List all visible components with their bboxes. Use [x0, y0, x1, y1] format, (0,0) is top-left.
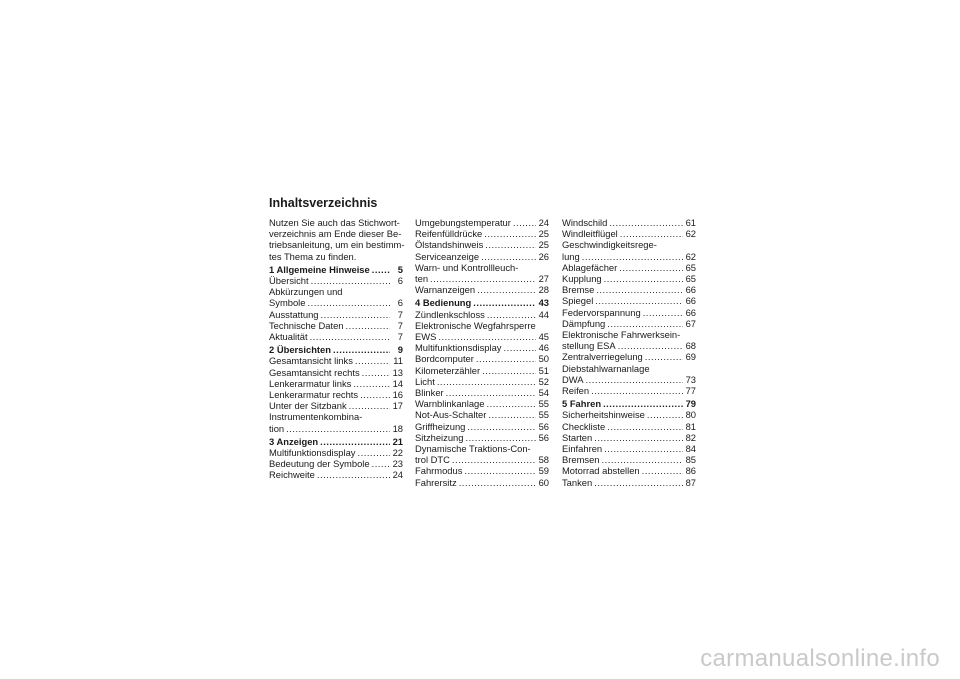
toc-entry-title: DWA: [562, 373, 584, 385]
toc-entry[interactable]: [562, 432, 696, 443]
toc-entry[interactable]: [415, 353, 549, 364]
toc-chapter-heading[interactable]: [562, 398, 696, 409]
toc-dot-leader: [358, 447, 391, 458]
toc-entry-line: Warn- und Kontrollleuch-: [415, 261, 519, 273]
toc-page-number: 51: [538, 364, 549, 376]
toc-entry-title: Warnblinkanlage: [415, 398, 485, 410]
toc-entry-title: Federvorspannung: [562, 306, 641, 318]
toc-dot-leader: [477, 284, 536, 295]
toc-dot-leader: [504, 342, 537, 353]
toc-entry-line: Diebstahlwarnanlage: [562, 362, 650, 374]
toc-dot-leader: [317, 469, 390, 480]
toc-entry-title: 3 Anzeigen: [269, 435, 319, 447]
toc-dot-leader: [372, 458, 390, 469]
toc-entry[interactable]: [269, 331, 403, 342]
toc-page-number: 56: [538, 431, 549, 443]
toc-page-number: 17: [392, 400, 403, 412]
toc-dot-leader: [618, 340, 683, 351]
toc-page-number: 50: [538, 353, 549, 365]
toc-entry[interactable]: [269, 447, 403, 458]
toc-entry[interactable]: [415, 409, 549, 420]
toc-entry-title: Reifen: [562, 385, 590, 397]
intro-text: [269, 217, 403, 262]
toc-entry-title: Ausstattung: [269, 308, 319, 320]
toc-entry-title: Tanken: [562, 476, 593, 488]
toc-page-number: 28: [538, 284, 549, 296]
toc-entry[interactable]: [269, 469, 403, 480]
toc-page-number: 79: [685, 398, 696, 410]
toc-dot-leader: [487, 309, 536, 320]
toc-entry-title: Reichweite: [269, 469, 315, 481]
toc-page-number: 6: [397, 275, 403, 287]
toc-page-number: 81: [685, 420, 696, 432]
toc-entry-title: Blinker: [415, 387, 444, 399]
toc-entry-title: 1 Allgemeine Hinweise: [269, 263, 370, 275]
intro-line: verzeichnis am Ende dieser Be-: [269, 228, 402, 240]
toc-page-number: 62: [685, 228, 696, 240]
toc-entry[interactable]: [269, 400, 403, 411]
toc-entry[interactable]: [269, 423, 403, 434]
toc-page-number: 18: [392, 422, 403, 434]
toc-entry-title: Fahrmodus: [415, 465, 463, 477]
toc-page-number: 77: [685, 385, 696, 397]
toc-dot-leader: [619, 262, 683, 273]
toc-dot-leader: [485, 239, 536, 250]
toc-dot-leader: [286, 423, 390, 434]
toc-entry[interactable]: [415, 432, 549, 443]
toc-dot-leader: [446, 387, 536, 398]
toc-dot-leader: [602, 454, 683, 465]
toc-column-3: [562, 217, 696, 488]
toc-dot-leader: [607, 318, 683, 329]
toc-page-number: 6: [397, 297, 403, 309]
toc-dot-leader: [607, 421, 683, 432]
toc-dot-leader: [346, 320, 390, 331]
toc-entry[interactable]: [415, 309, 549, 320]
toc-entry-title: Zündlenkschloss: [415, 308, 485, 320]
toc-entry-title: Windschild: [562, 217, 608, 228]
toc-page-number: 7: [397, 308, 403, 320]
toc-entry[interactable]: [415, 331, 549, 342]
toc-page-number: 82: [685, 431, 696, 443]
toc-page-number: 69: [685, 351, 696, 363]
toc-page-number: 27: [538, 273, 549, 285]
toc-page-number: 65: [685, 273, 696, 285]
toc-page-number: 25: [538, 239, 549, 251]
toc-dot-leader: [647, 409, 683, 420]
toc-entry-title: Lenkerarmatur rechts: [269, 389, 359, 401]
toc-page-number: 59: [538, 465, 549, 477]
toc-entry-title: Not-Aus-Schalter: [415, 409, 487, 421]
toc-dot-leader: [464, 465, 536, 476]
toc-dot-leader: [430, 273, 536, 284]
toc-page-number: 56: [538, 420, 549, 432]
toc-page-number: 54: [538, 387, 549, 399]
toc-entry-title: Aktualität: [269, 331, 308, 343]
toc-page-number: 43: [538, 297, 549, 309]
toc-entry-line: Elektronische Wegfahrsperre: [415, 319, 536, 331]
toc-dot-leader: [609, 217, 683, 228]
toc-entry-line: Dynamische Traktions-Con-: [415, 443, 531, 455]
toc-entry[interactable]: [562, 273, 696, 284]
watermark: carmanualsonline.info: [700, 645, 940, 672]
toc-page-number: 65: [685, 261, 696, 273]
toc-entry-title: Starten: [562, 431, 593, 443]
toc-dot-leader: [333, 344, 390, 355]
toc-entry[interactable]: [415, 477, 549, 488]
toc-page-number: 5: [397, 263, 403, 275]
toc-dot-leader: [596, 284, 683, 295]
toc-entry[interactable]: [415, 365, 549, 376]
toc-entry-title: Lenkerarmatur links: [269, 377, 352, 389]
toc-page-number: 7: [397, 331, 403, 343]
toc-dot-leader: [307, 297, 390, 308]
toc-entry[interactable]: [562, 421, 696, 432]
toc-page-number: 21: [392, 435, 403, 447]
toc-list-2: [415, 217, 549, 488]
toc-chapter-heading[interactable]: [415, 297, 549, 308]
toc-entry[interactable]: [269, 309, 403, 320]
toc-dot-leader: [438, 331, 536, 342]
toc-entry-title: Gesamtansicht rechts: [269, 366, 360, 378]
toc-entry-title: ten: [415, 273, 429, 285]
toc-entry-title: Multifunktionsdisplay: [269, 447, 356, 459]
toc-entry[interactable]: [562, 340, 696, 351]
toc-dot-leader: [362, 367, 390, 378]
toc-dot-leader: [484, 228, 536, 239]
toc-page-number: 60: [538, 476, 549, 488]
toc-entry-title: Bremse: [562, 284, 595, 296]
toc-column-1: [269, 217, 403, 481]
toc-entry-title: Einfahren: [562, 443, 603, 455]
toc-page-number: 9: [397, 344, 403, 356]
toc-page-number: 61: [685, 217, 696, 228]
toc-entry-title: Windleitflügel: [562, 228, 618, 240]
toc-dot-leader: [488, 409, 536, 420]
toc-entry[interactable]: [415, 421, 549, 432]
toc-entry-title: lung: [562, 250, 580, 262]
toc-page-number: 11: [393, 355, 403, 367]
toc-page-number: 46: [538, 342, 549, 354]
toc-dot-leader: [586, 374, 683, 385]
toc-entry[interactable]: [415, 342, 549, 353]
toc-dot-leader: [452, 454, 536, 465]
toc-dot-leader: [643, 307, 683, 318]
toc-entry[interactable]: [269, 297, 403, 308]
toc-entry-title: Dämpfung: [562, 317, 606, 329]
toc-entry[interactable]: [269, 378, 403, 389]
toc-entry[interactable]: [562, 307, 696, 318]
toc-entry[interactable]: [562, 374, 696, 385]
toc-page-number: 85: [685, 454, 696, 466]
toc-entry-title: Serviceanzeige: [415, 250, 480, 262]
toc-entry[interactable]: [562, 454, 696, 465]
toc-entry[interactable]: [415, 273, 549, 284]
toc-entry-title: Gesamtansicht links: [269, 355, 353, 367]
toc-entry-title: Sitzheizung: [415, 431, 464, 443]
toc-page-number: 7: [397, 319, 403, 331]
toc-page-number: 24: [392, 469, 403, 481]
toc-entry[interactable]: [562, 251, 696, 262]
toc-dot-leader: [486, 398, 536, 409]
toc-entry-title: Umgebungstemperatur: [415, 217, 511, 228]
toc-page-number: 55: [538, 409, 549, 421]
toc-entry-title: Kupplung: [562, 273, 602, 285]
toc-entry-title: 4 Bedienung: [415, 297, 472, 309]
toc-entry-title: Sicherheitshinweise: [562, 409, 645, 421]
toc-entry-title: Unter der Sitzbank: [269, 400, 347, 412]
toc-entry[interactable]: [562, 217, 696, 228]
toc-dot-leader: [360, 389, 390, 400]
toc-page-number: 62: [685, 250, 696, 262]
toc-dot-leader: [595, 295, 683, 306]
toc-entry[interactable]: [562, 443, 696, 454]
toc-page-number: 26: [538, 250, 549, 262]
toc-dot-leader: [311, 275, 390, 286]
toc-entry-title: trol DTC: [415, 454, 450, 466]
toc-entry[interactable]: [415, 284, 549, 295]
page-title: Inhaltsverzeichnis: [269, 196, 378, 210]
toc-entry-title: 5 Fahren: [562, 398, 602, 410]
toc-page-number: 25: [538, 228, 549, 240]
toc-page-number: 66: [685, 306, 696, 318]
toc-dot-leader: [353, 378, 390, 389]
toc-entry-title: Ölstandshinweis: [415, 239, 484, 251]
toc-page-number: 16: [392, 389, 403, 401]
toc-entry-title: Zentralverriegelung: [562, 351, 643, 363]
toc-page-number: 87: [685, 476, 696, 488]
toc-entry-title: tion: [269, 422, 285, 434]
toc-entry[interactable]: [415, 217, 549, 228]
toc-entry-title: stellung ESA: [562, 340, 616, 352]
toc-entry[interactable]: [562, 465, 696, 476]
toc-entry[interactable]: [269, 458, 403, 469]
toc-entry[interactable]: [562, 295, 696, 306]
toc-page-number: 73: [685, 373, 696, 385]
toc-page-number: 66: [685, 284, 696, 296]
toc-entry[interactable]: [269, 320, 403, 331]
toc-dot-leader: [645, 351, 683, 362]
toc-dot-leader: [321, 309, 390, 320]
toc-entry-title: Motorrad abstellen: [562, 465, 640, 477]
toc-dot-leader: [310, 331, 390, 342]
toc-entry[interactable]: [415, 239, 549, 250]
toc-dot-leader: [481, 251, 536, 262]
toc-entry[interactable]: [415, 376, 549, 387]
toc-entry-title: Übersicht: [269, 275, 309, 287]
intro-line: tes Thema zu finden.: [269, 250, 357, 262]
toc-dot-leader: [437, 376, 536, 387]
toc-entry[interactable]: [562, 409, 696, 420]
toc-dot-leader: [620, 228, 683, 239]
toc-entry-title: EWS: [415, 331, 437, 343]
toc-entry-title: Kilometerzähler: [415, 364, 481, 376]
toc-entry[interactable]: [269, 275, 403, 286]
toc-page-number: 58: [538, 454, 549, 466]
toc-page-number: 44: [538, 308, 549, 320]
toc-page-number: 80: [685, 409, 696, 421]
toc-entry[interactable]: [415, 228, 549, 239]
toc-entry[interactable]: [415, 454, 549, 465]
toc-entry-line: Instrumentenkombina-: [269, 411, 363, 423]
toc-entry-title: Bedeutung der Symbole: [269, 458, 370, 470]
toc-entry-line: Elektronische Fahrwerksein-: [562, 329, 681, 341]
toc-page-number: 23: [392, 458, 403, 470]
toc-dot-leader: [473, 297, 536, 308]
toc-page-number: 67: [685, 317, 696, 329]
toc-entry[interactable]: [562, 284, 696, 295]
toc-dot-leader: [513, 217, 536, 228]
toc-column-2: [415, 217, 549, 488]
toc-page-number: 66: [685, 295, 696, 307]
toc-entry-line: Abkürzungen und: [269, 286, 343, 298]
toc-page-number: 68: [685, 340, 696, 352]
toc-entry[interactable]: [562, 318, 696, 329]
toc-entry[interactable]: [562, 262, 696, 273]
toc-page-number: 22: [392, 447, 403, 459]
toc-entry[interactable]: [415, 465, 549, 476]
toc-list-3: [562, 217, 696, 488]
intro-line: triebsanleitung, um ein bestimm-: [269, 239, 405, 251]
toc-entry-title: Bremsen: [562, 454, 600, 466]
toc-entry[interactable]: [415, 398, 549, 409]
toc-dot-leader: [459, 477, 536, 488]
toc-chapter-heading[interactable]: [269, 264, 403, 275]
toc-entry-title: Checkliste: [562, 420, 606, 432]
toc-dot-leader: [603, 398, 683, 409]
toc-entry[interactable]: [269, 389, 403, 400]
toc-dot-leader: [349, 400, 390, 411]
toc-page-number: 55: [538, 398, 549, 410]
toc-dot-leader: [372, 264, 390, 275]
toc-page-number: 14: [392, 377, 403, 389]
toc-dot-leader: [476, 353, 536, 364]
toc-dot-leader: [604, 273, 683, 284]
toc-entry-title: Reifenfülldrücke: [415, 228, 483, 240]
toc-dot-leader: [482, 365, 536, 376]
toc-dot-leader: [604, 443, 683, 454]
toc-entry-title: Licht: [415, 375, 435, 387]
toc-entry-title: Symbole: [269, 297, 306, 309]
toc-page-number: 86: [685, 465, 696, 477]
toc-dot-leader: [467, 421, 536, 432]
toc-dot-leader: [582, 251, 683, 262]
toc-dot-leader: [594, 477, 683, 488]
toc-chapter-heading[interactable]: [269, 344, 403, 355]
toc-entry-title: Warnanzeigen: [415, 284, 476, 296]
toc-chapter-heading[interactable]: [269, 436, 403, 447]
intro-line: Nutzen Sie auch das Stichwort-: [269, 217, 400, 228]
toc-entry-title: Technische Daten: [269, 319, 344, 331]
toc-entry[interactable]: [562, 385, 696, 396]
toc-entry-title: Multifunktionsdisplay: [415, 342, 502, 354]
toc-page-number: 24: [538, 217, 549, 228]
toc-dot-leader: [320, 436, 390, 447]
toc-entry[interactable]: [562, 228, 696, 239]
toc-entry-title: Fahrersitz: [415, 476, 457, 488]
toc-entry-title: 2 Übersichten: [269, 344, 331, 356]
toc-page-number: 13: [392, 366, 403, 378]
toc-dot-leader: [465, 432, 536, 443]
toc-page-number: 52: [538, 375, 549, 387]
toc-entry-line: Geschwindigkeitsrege-: [562, 239, 657, 251]
toc-page-number: 84: [685, 443, 696, 455]
toc-entry[interactable]: [415, 251, 549, 262]
toc-dot-leader: [642, 465, 683, 476]
toc-entry[interactable]: [562, 351, 696, 362]
toc-entry[interactable]: [269, 355, 403, 366]
toc-entry-title: Ablagefächer: [562, 261, 618, 273]
toc-dot-leader: [591, 385, 683, 396]
toc-entry[interactable]: [415, 387, 549, 398]
toc-dot-leader: [355, 355, 390, 366]
toc-entry[interactable]: [562, 477, 696, 488]
toc-entry-title: Bordcomputer: [415, 353, 474, 365]
toc-page-number: 45: [538, 331, 549, 343]
toc-dot-leader: [594, 432, 683, 443]
toc-entry[interactable]: [269, 367, 403, 378]
toc-entry-title: Griffheizung: [415, 420, 466, 432]
toc-entry-title: Spiegel: [562, 295, 594, 307]
toc-list-1: [269, 264, 403, 481]
